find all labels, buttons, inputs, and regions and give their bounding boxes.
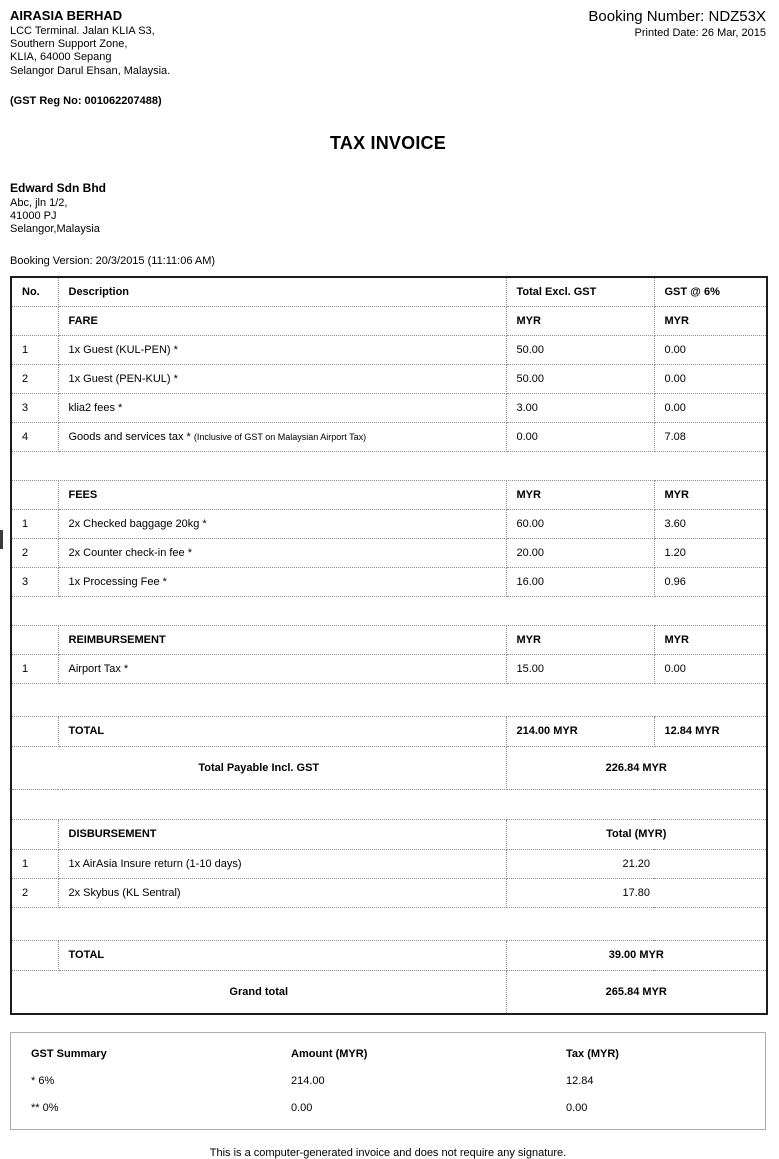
header-no: No. [11, 277, 58, 306]
company-address-line: Southern Support Zone, [10, 38, 128, 51]
currency-label: MYR [506, 480, 654, 509]
row-total: 0.00 [506, 422, 654, 451]
gst-tax: 12.84 [566, 1074, 594, 1087]
section-title: DISBURSEMENT [58, 819, 506, 849]
row-gst: 0.00 [654, 335, 767, 364]
spacer-row [11, 596, 767, 625]
currency-label: MYR [654, 306, 767, 335]
table-row [11, 567, 767, 596]
total-label: TOTAL [58, 716, 506, 746]
row-amount: 17.80 [506, 878, 767, 907]
invoice-table [10, 276, 768, 1015]
company-name: AIRASIA BERHAD [10, 8, 123, 23]
booking-version: Booking Version: 20/3/2015 (11:11:06 AM) [10, 255, 216, 268]
row-gst: 7.08 [654, 422, 767, 451]
table-row [11, 422, 767, 451]
spacer-row [11, 683, 767, 716]
company-address [10, 25, 170, 78]
row-no: 4 [11, 422, 58, 451]
section-header-fees [11, 480, 767, 509]
total-payable-amount: 226.84 MYR [506, 746, 767, 789]
row-no: 1 [11, 849, 58, 878]
row-total: 15.00 [506, 654, 654, 683]
table-row [11, 538, 767, 567]
table-row [11, 335, 767, 364]
booking-info-block [588, 8, 766, 39]
table-row [11, 393, 767, 422]
spacer-row [11, 907, 767, 940]
customer-block [10, 181, 766, 237]
row-total: 3.00 [506, 393, 654, 422]
document-title: TAX INVOICE [330, 132, 446, 153]
company-address-line: Selangor Darul Ehsan, Malaysia. [10, 64, 171, 77]
customer-address-line: Abc, jln 1/2, [10, 196, 68, 209]
total-payable-row [11, 746, 767, 789]
total-payable-label: Total Payable Incl. GST [11, 746, 506, 789]
gst-amount: 214.00 [291, 1074, 325, 1087]
currency-label: MYR [654, 480, 767, 509]
row-description-note: (Inclusive of GST on Malaysian Airport Tax) [193, 431, 367, 442]
row-total: 50.00 [506, 364, 654, 393]
company-address-line: LCC Terminal. Jalan KLIA S3, [10, 25, 155, 37]
company-address-line: KLIA, 64000 Sepang [10, 51, 112, 64]
printed-date: Printed Date: 26 Mar, 2015 [634, 27, 766, 39]
currency-label: MYR [506, 625, 654, 654]
row-description: 2x Counter check-in fee * [58, 538, 506, 567]
section-title: FARE [58, 306, 506, 335]
gst-rate: * 6% [31, 1074, 55, 1087]
table-header-row [11, 277, 767, 306]
row-description: 1x AirAsia Insure return (1-10 days) [58, 849, 506, 878]
row-description: 1x Processing Fee * [58, 567, 506, 596]
table-row [11, 849, 767, 878]
grand-total-label: Grand total [11, 970, 506, 1014]
row-amount: 21.20 [506, 849, 767, 878]
header-total-excl-gst: Total Excl. GST [506, 277, 654, 306]
left-edge-artifact [0, 530, 3, 549]
row-no: 2 [11, 538, 58, 567]
company-block [10, 8, 170, 107]
section-title: REIMBURSEMENT [58, 625, 506, 654]
gst-amount: 0.00 [291, 1101, 313, 1114]
currency-label: MYR [506, 306, 654, 335]
row-description: 2x Checked baggage 20kg * [58, 509, 506, 538]
currency-label: MYR [654, 625, 767, 654]
row-description: 1x Guest (KUL-PEN) * [58, 335, 506, 364]
table-row [11, 509, 767, 538]
row-total: 50.00 [506, 335, 654, 364]
row-gst: 0.00 [654, 654, 767, 683]
table-row [11, 878, 767, 907]
disbursement-amount-header: Total (MYR) [506, 819, 767, 849]
disbursement-total-row [11, 940, 767, 970]
disbursement-total-amount: 39.00 MYR [506, 940, 767, 970]
row-no: 2 [11, 364, 58, 393]
gst-amount-header: Amount (MYR) [291, 1047, 368, 1060]
gst-summary-row [31, 1067, 765, 1094]
section-header-fare [11, 306, 767, 335]
customer-address-line: Selangor,Malaysia [10, 223, 100, 236]
customer-address-line: 41000 PJ [10, 210, 57, 223]
gst-summary-row [31, 1094, 765, 1121]
spacer-row [11, 789, 767, 819]
section-header-disbursement [11, 819, 767, 849]
row-description: Airport Tax * [58, 654, 506, 683]
total-gst-amount: 12.84 MYR [654, 716, 767, 746]
gst-summary-header-row [31, 1040, 765, 1067]
row-gst: 0.00 [654, 364, 767, 393]
gst-tax-header: Tax (MYR) [566, 1047, 619, 1060]
section-header-reimbursement [11, 625, 767, 654]
row-gst: 1.20 [654, 538, 767, 567]
gst-summary-box [10, 1032, 766, 1130]
row-description: klia2 fees * [58, 393, 506, 422]
booking-number: Booking Number: NDZ53X [588, 8, 766, 25]
grand-total-amount: 265.84 MYR [506, 970, 767, 1014]
row-total: 20.00 [506, 538, 654, 567]
total-excl-gst-amount: 214.00 MYR [506, 716, 654, 746]
computer-generated-note: This is a computer-generated invoice and does not require any signature. [209, 1147, 567, 1159]
header-gst: GST @ 6% [654, 277, 767, 306]
grand-total-row [11, 970, 767, 1014]
row-description: 2x Skybus (KL Sentral) [58, 878, 506, 907]
total-row [11, 716, 767, 746]
header-description: Description [58, 277, 506, 306]
customer-address [10, 197, 766, 237]
row-no: 1 [11, 654, 58, 683]
row-no: 1 [11, 509, 58, 538]
row-total: 16.00 [506, 567, 654, 596]
table-row [11, 364, 767, 393]
gst-rate: ** 0% [31, 1101, 59, 1114]
spacer-row [11, 451, 767, 480]
customer-name: Edward Sdn Bhd [10, 180, 106, 195]
row-gst: 3.60 [654, 509, 767, 538]
row-no: 3 [11, 567, 58, 596]
row-no: 3 [11, 393, 58, 422]
table-row [11, 654, 767, 683]
row-gst: 0.96 [654, 567, 767, 596]
gst-tax: 0.00 [566, 1101, 588, 1114]
row-description: 1x Guest (PEN-KUL) * [58, 364, 506, 393]
row-description: Goods and services tax * (Inclusive of GST on Malaysian Airport Tax) [58, 422, 506, 451]
page-header [10, 8, 766, 107]
row-no: 1 [11, 335, 58, 364]
gst-registration-number: (GST Reg No: 001062207488) [10, 94, 162, 107]
section-title: FEES [58, 480, 506, 509]
gst-summary-title: GST Summary [31, 1047, 107, 1060]
row-total: 60.00 [506, 509, 654, 538]
total-label: TOTAL [58, 940, 506, 970]
row-no: 2 [11, 878, 58, 907]
row-gst: 0.00 [654, 393, 767, 422]
